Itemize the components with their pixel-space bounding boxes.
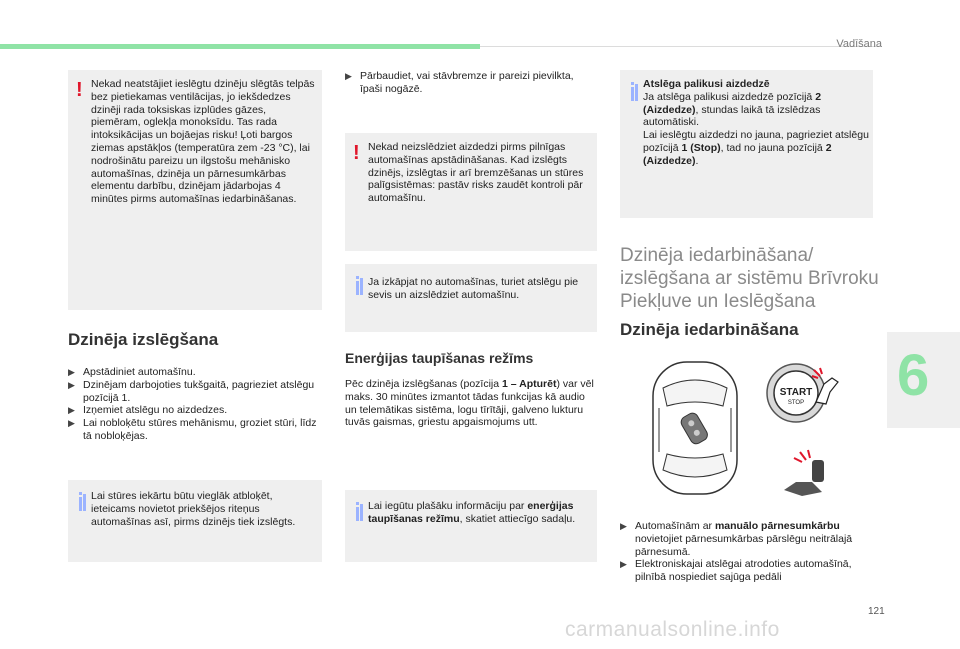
list-item: ▶ Apstādiniet automašīnu. (68, 366, 196, 378)
stop-label: STOP (787, 400, 805, 406)
list-item: ▶ Pārbaudiet, vai stāvbremze ir pareizi pievilkta, īpaši nogāzē. (345, 70, 574, 95)
chapter-number: 6 (897, 343, 930, 408)
parking-brake-step (345, 70, 597, 96)
info-title: Atslēga palikusi aizdedzē (643, 78, 770, 90)
energy-saving-text: Pēc dzinēja izslēgšanas (pozīcija 1 – Apturēt) var vēl maks. 30 minūtes izmantot tādas funkcijas kā audio un telemātikas sistēma, logu tīrītāji, galveno lukturu tuvās gaismas, griestu apgaismojums utt. (345, 378, 594, 429)
chapter-tab (887, 332, 960, 428)
info-icon (353, 276, 365, 296)
car-illustration (645, 358, 745, 498)
warning-icon: ! (353, 142, 360, 164)
watermark: carmanualsonline.info (565, 618, 780, 641)
press-hand-icon (810, 366, 844, 406)
heading-engine-start: Dzinēja iedarbināšana (620, 320, 799, 339)
engine-off-steps (68, 366, 322, 443)
list-item: ▶ Lai nobloķētu stūres mehānismu, groziet stūri, līdz tā nobloķējas. (68, 417, 317, 442)
list-item: ▶ Automašīnām ar manuālo pārnesumkārbu novietojiet pārnesumkārbas pārslēgu neitrālajā pārnesumā. (620, 520, 853, 558)
list-item: ▶ Dzinējam darbojoties tukšgaitā, pagrieziet atslēgu pozīcijā 1. (68, 378, 315, 404)
heading-engine-off: Dzinēja izslēgšana (68, 330, 219, 349)
warning-icon: ! (76, 79, 83, 101)
warning-text: Nekad neizslēdziet aizdedzi pirms pilnīgas automašīnas apstādināšanas. Kad izslēgts dzinējs, izslēgtas ir arī bremzēšanas un stūres palīgsistēmas: pastāv risks zaudēt kontroli pār automašīnu. (368, 141, 584, 205)
info-text-2: Lai ieslēgtu aizdedzi no jauna, pagrieziet atslēgu pozīcijā 1 (Stop), tad no jauna pozīcijā 2 (Aizdedze). (643, 129, 869, 167)
info-text: Ja izkāpjat no automašīnas, turiet atslēgu pie sevis un aizslēdziet automašīnu. (368, 276, 579, 301)
warning-text: Nekad neatstājiet ieslēgtu dzinēju slēgtās telpās bez pietiekamas ventilācijas, jo iekšdedzes dzinēji rada toksiskas izplūdes gāzes, piemēram, oglekļa monoksīdu. Tas rada intoksikācijas un bojāejas risku! Ļoti bargos ziemas apstākļos (temperatūra zem -23 °C), lai nodrošinātu pareizu un ilgstošu mehānisko automašīnas, dzinēja un pārnesumkārbas elementu darbību, dzinējam jādarbojas 4 minūtes pirms automašīnas iedarbināšanas. (91, 78, 315, 206)
energy-saving-body (345, 378, 597, 429)
info-icon (353, 502, 365, 522)
arrow-icon: ▶ (68, 379, 75, 390)
arrow-icon: ▶ (68, 405, 75, 416)
info-text-1: Ja atslēga palikusi aizdedzē pozīcijā 2 (Aizdedze), stundas laikā tā izslēdzas automātiski. (643, 90, 822, 129)
info-text: Lai stūres iekārtu būtu vieglāk atbloķēt, ieteicams novietot priekšējos riteņus automašīnas asī, pirms dzinējs tiek izslēgts. (91, 490, 296, 528)
info-box-key-left (620, 70, 873, 218)
engine-start-steps (620, 520, 880, 584)
info-box-key (345, 264, 597, 332)
info-icon (76, 492, 88, 512)
header-accent-bar (0, 44, 480, 49)
section-title: Vadīšana (836, 38, 882, 50)
start-label: START (779, 387, 813, 398)
page-number: 121 (868, 606, 885, 617)
arrow-icon: ▶ (68, 418, 75, 429)
info-icon (628, 82, 640, 102)
info-text: Lai iegūtu plašāku informāciju par enerģijas taupīšanas režīmu, skatiet attiecīgo sadaļu. (368, 500, 576, 525)
list-item: ▶ Izņemiet atslēgu no aizdedzes. (68, 404, 228, 417)
section-subtitle: Dzinēja iedarbināšana/ izslēgšana ar sistēmu Brīvroku Piekļuve un Ieslēgšana (620, 245, 879, 312)
info-box-steering (68, 480, 322, 562)
clutch-pedal-icon (782, 448, 838, 498)
warning-box-ignition (345, 133, 597, 251)
arrow-icon: ▶ (345, 71, 352, 81)
list-item: ▶ Elektroniskajai atslēgai atrodoties automašīnā, pilnībā nospiediet sajūga pedāli (620, 558, 852, 584)
heading-energy-saving: Enerģijas taupīšanas režīms (345, 350, 534, 366)
arrow-icon: ▶ (620, 559, 627, 570)
arrow-icon: ▶ (68, 367, 75, 377)
arrow-icon: ▶ (620, 521, 627, 531)
info-box-energy-saving (345, 490, 597, 562)
warning-box-ventilation (68, 70, 322, 310)
